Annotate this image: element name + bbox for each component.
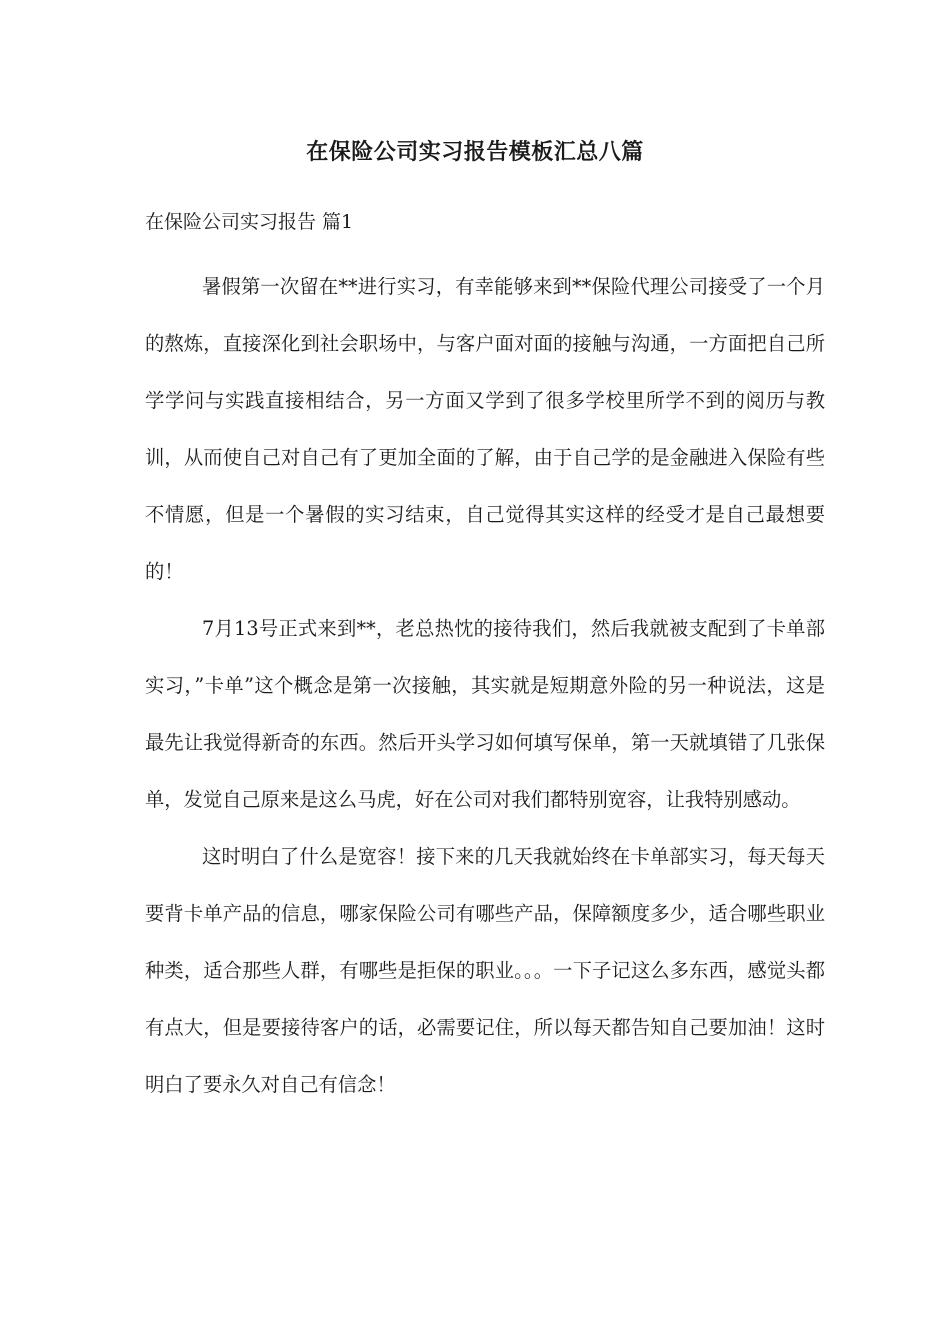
document-title: 在保险公司实习报告模板汇总八篇 — [306, 139, 644, 165]
body-paragraph: 这时明白了什么是宽容！接下来的几天我就始终在卡单部实习，每天每天要背卡单产品的信息，哪家保险公司有哪些产品，保障额度多少，适合哪些职业种类，适合那些人群，有哪些是拒保的职业。。。一下子记这么多东西，感觉头都有点大，但是要接待客户的话，必需要记住，所以每天都告知自己要加油！这时明白了要永久对自己有信念！ — [145, 845, 825, 1096]
document-body — [145, 258, 825, 1113]
body-paragraph: 暑假第一次留在**进行实习，有幸能够来到**保险代理公司接受了一个月的熬炼，直接深化到社会职场中，与客户面对面的接触与沟通，一方面把自己所学学问与实践直接相结合，另一方面又学到了很多学校里所学不到的阅历与教训，从而使自己对自己有了更加全面的了解，由于自己学的是金融进入保险有些不情愿，但是一个暑假的实习结束，自己觉得其实这样的经受才是自己最想要的！ — [145, 275, 825, 583]
section-heading: 在保险公司实习报告 篇1 — [145, 211, 354, 233]
body-paragraph: 7月13号正式来到**，老总热忱的接待我们，然后我就被支配到了卡单部实习，”卡单”这个概念是第一次接触，其实就是短期意外险的另一种说法，这是最先让我觉得新奇的东西。然后开头学习如何填写保单，第一天就填错了几张保单，发觉自己原来是这么马虎，好在公司对我们都特别宽容，让我特别感动。 — [145, 617, 825, 811]
